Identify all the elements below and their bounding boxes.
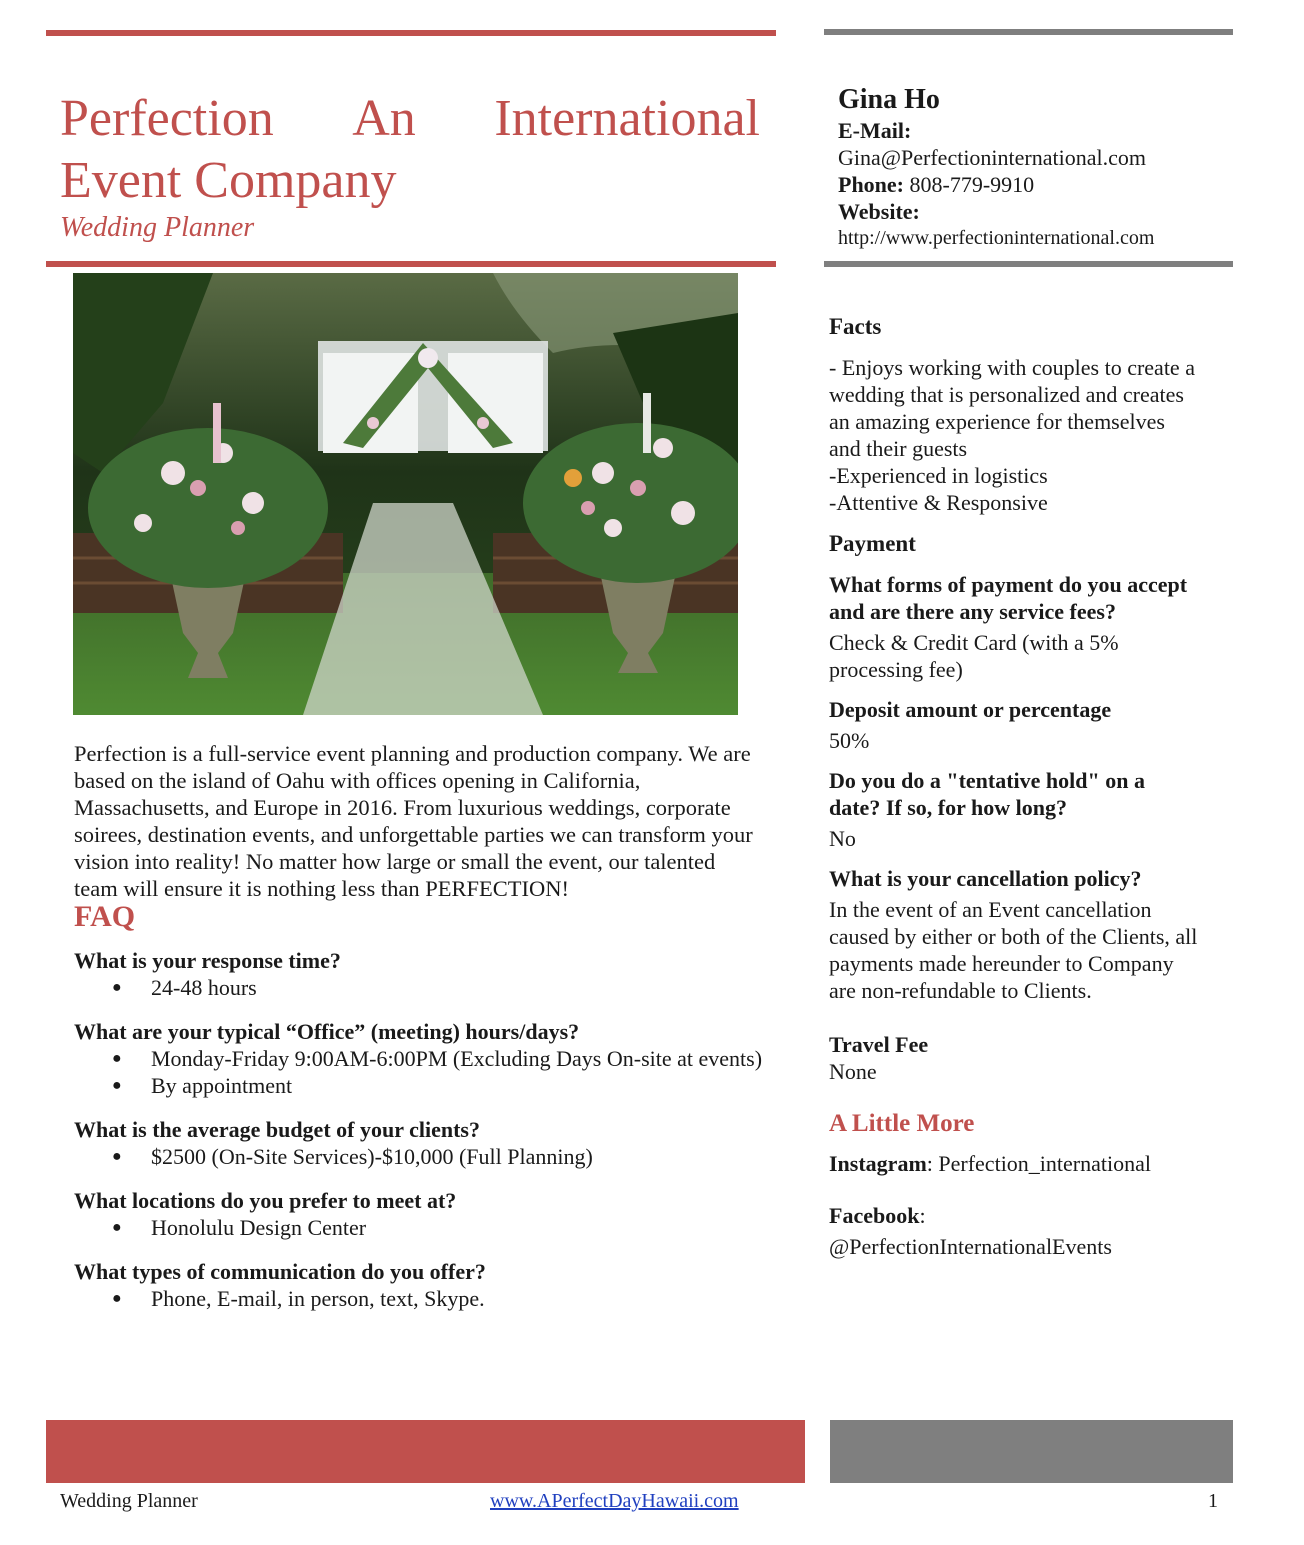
company-description: Perfection is a full-service event planning and production company. We are based on the island of Oahu with offices opening in California, Massachusetts, and Europe in 2016. From luxurious weddings, corporate soirees, destination events, and unforgettable parties we can transform your vision into reality! No matter how large or small the event, our talented team will ensure it is nothing less than PERFECTION!: [74, 741, 753, 901]
faq-item: [74, 1018, 764, 1099]
hold-answer: No: [829, 826, 856, 851]
faq-item: [74, 1187, 764, 1241]
title-line-2: Event Company: [60, 152, 397, 209]
website-value[interactable]: http://www.perfectioninternational.com: [838, 227, 1155, 249]
facebook-handle[interactable]: @PerfectionInternationalEvents: [829, 1234, 1112, 1259]
title-word: An: [352, 90, 416, 147]
instagram-row: [829, 1150, 1199, 1177]
payment-forms-answer: Check & Credit Card (with a 5% processing fee): [829, 630, 1119, 682]
faq-answer: ● 24-48 hours: [74, 974, 764, 1001]
facts-line: -Attentive & Responsive: [829, 490, 1048, 515]
website-label: Website:: [838, 199, 920, 224]
deposit-question: Deposit amount or percentage: [829, 697, 1112, 722]
faq-question: What is the average budget of your clients?: [74, 1117, 480, 1142]
faq-answer: ● $2500 (On-Site Services)-$10,000 (Full Planning): [74, 1143, 764, 1170]
faq-heading: FAQ: [74, 900, 136, 933]
facebook-label: Facebook: [829, 1203, 920, 1228]
page-number: 1: [1208, 1490, 1218, 1512]
phone-value[interactable]: 808-779-9910: [909, 172, 1035, 197]
contact-block: [838, 83, 1238, 252]
payment-forms-question: What forms of payment do you accept and are there any service fees?: [829, 572, 1188, 624]
faq-question: What types of communication do you offer?: [74, 1259, 486, 1284]
facebook-row: [829, 1202, 1199, 1229]
ceremony-illustration: [73, 273, 738, 715]
header-top-rule: [46, 30, 776, 36]
faq-item: [74, 947, 764, 1001]
faq-answer: ● Phone, E-mail, in person, text, Skype.: [74, 1285, 764, 1312]
contact-name: Gina Ho: [838, 84, 940, 115]
sidebar: [829, 313, 1199, 1260]
cancellation-question: What is your cancellation policy?: [829, 866, 1142, 891]
wedding-ceremony-photo: [73, 273, 738, 715]
payment-heading: Payment: [829, 531, 916, 556]
faq-answer: ● By appointment: [74, 1072, 764, 1099]
a-little-more-heading: A Little More: [829, 1110, 975, 1137]
phone-label: Phone:: [838, 172, 904, 197]
facebook-colon: :: [919, 1203, 926, 1228]
facts-line: -Experienced in logistics: [829, 463, 1048, 488]
faq-answer: ● Monday-Friday 9:00AM-6:00PM (Excluding Days On-site at events): [74, 1045, 764, 1072]
email-label: E-Mail:: [838, 118, 912, 143]
faq-list: [74, 947, 764, 1329]
footer-red-bar: [46, 1420, 805, 1483]
sidebar-bottom-rule: [824, 261, 1233, 267]
faq-answer: ● Honolulu Design Center: [74, 1214, 764, 1241]
facts-heading: Facts: [829, 314, 882, 339]
travel-fee-answer: None: [829, 1059, 877, 1084]
hold-question: Do you do a "tentative hold" on a date? If so, for how long?: [829, 768, 1145, 820]
title-word: Perfection: [60, 90, 274, 147]
page-title: [60, 88, 760, 212]
instagram-label: Instagram: [829, 1151, 927, 1176]
facts-line: - Enjoys working with couples to create a wedding that is personalized and creates an amazing experience for themselves and their guests: [829, 355, 1195, 461]
footer-website-link[interactable]: www.APerfectDayHawaii.com: [490, 1490, 739, 1512]
instagram-handle[interactable]: : Perfection_international: [926, 1151, 1151, 1176]
faq-item: [74, 1116, 764, 1170]
cancellation-answer: In the event of an Event cancellation caused by either or both of the Clients, all payments made hereunder to Company are non-refundable to Clients.: [829, 897, 1198, 1003]
faq-item: [74, 1258, 764, 1312]
footer-left-text: Wedding Planner: [60, 1490, 198, 1512]
faq-question: What is your response time?: [74, 948, 341, 973]
sidebar-top-rule: [824, 29, 1233, 35]
faq-question: What locations do you prefer to meet at?: [74, 1188, 457, 1213]
faq-question: What are your typical “Office” (meeting) hours/days?: [74, 1019, 580, 1044]
page-subtitle: Wedding Planner: [60, 212, 255, 243]
deposit-answer: 50%: [829, 728, 870, 753]
travel-fee-question: Travel Fee: [829, 1032, 929, 1057]
footer-gray-bar: [830, 1420, 1233, 1483]
header-bottom-rule: [46, 261, 776, 267]
title-word: International: [494, 90, 760, 147]
email-value[interactable]: Gina@Perfectioninternational.com: [838, 145, 1146, 170]
